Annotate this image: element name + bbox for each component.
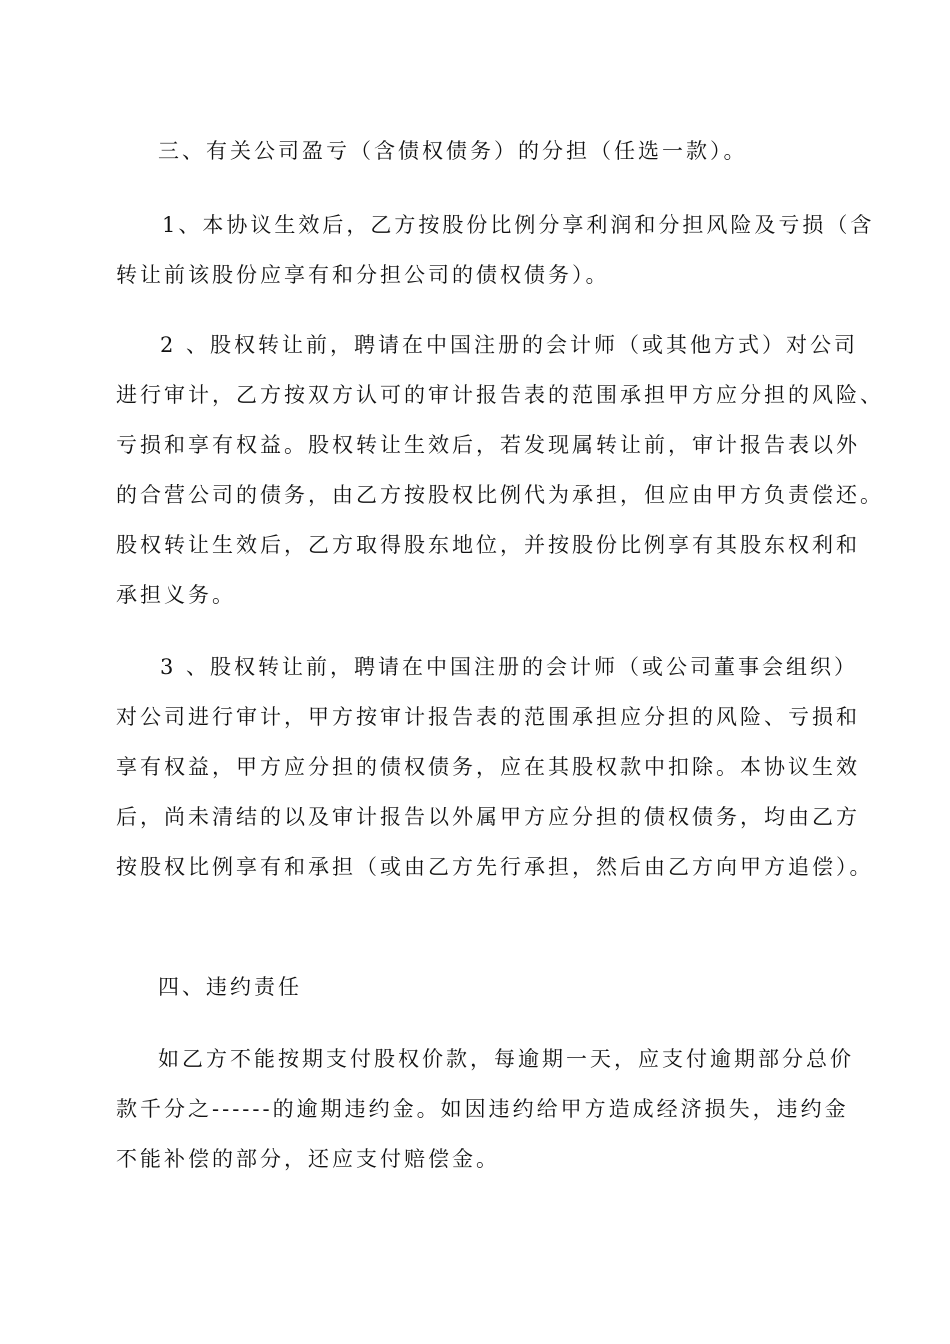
section-4-heading: 四、违约责任 bbox=[158, 975, 302, 999]
clause-3-line-3: 享有权益，甲方应分担的债权债务，应在其股权款中扣除。本协议生效 bbox=[116, 755, 860, 779]
clause-3-line-1: 3 、股权转让前，聘请在中国注册的会计师（或公司董事会组织） bbox=[160, 655, 859, 679]
clause-3-line-4: 后，尚未清结的以及审计报告以外属甲方应分担的债权债务，均由乙方 bbox=[116, 805, 860, 829]
clause-1-line-2: 转让前该股份应享有和分担公司的债权债务）。 bbox=[116, 263, 610, 287]
clause-1-line-1: 1、本协议生效后，乙方按股份比例分享利润和分担风险及亏损（含 bbox=[162, 213, 875, 237]
clause-2-line-6: 承担义务。 bbox=[116, 583, 236, 607]
clause-2-line-5: 股权转让生效后，乙方取得股东地位，并按股份比例享有其股东权利和 bbox=[116, 533, 860, 557]
clause-2-line-2: 进行审计，乙方按双方认可的审计报告表的范围承担甲方应分担的风险、 bbox=[116, 383, 884, 407]
section-3-heading: 三、有关公司盈亏（含债权债务）的分担（任选一款）。 bbox=[158, 139, 748, 163]
clause-2-line-3: 亏损和享有权益。股权转让生效后，若发现属转让前，审计报告表以外 bbox=[116, 433, 860, 457]
section-4-line-1: 如乙方不能按期支付股权价款，每逾期一天，应支付逾期部分总价 bbox=[158, 1047, 854, 1071]
clause-3-line-2: 对公司进行审计，甲方按审计报告表的范围承担应分担的风险、亏损和 bbox=[116, 705, 860, 729]
section-4-line-2: 款千分之------的逾期违约金。如因违约给甲方造成经济损失，违约金 bbox=[116, 1097, 849, 1121]
clause-2-line-1: 2 、股权转让前，聘请在中国注册的会计师（或其他方式）对公司 bbox=[160, 333, 859, 357]
clause-2-line-4: 的合营公司的债务，由乙方按股权比例代为承担，但应由甲方负责偿还。 bbox=[116, 483, 884, 507]
clause-3-line-5: 按股权比例享有和承担（或由乙方先行承担，然后由乙方向甲方追偿）。 bbox=[116, 855, 874, 879]
section-4-line-3: 不能补偿的部分，还应支付赔偿金。 bbox=[116, 1147, 500, 1171]
